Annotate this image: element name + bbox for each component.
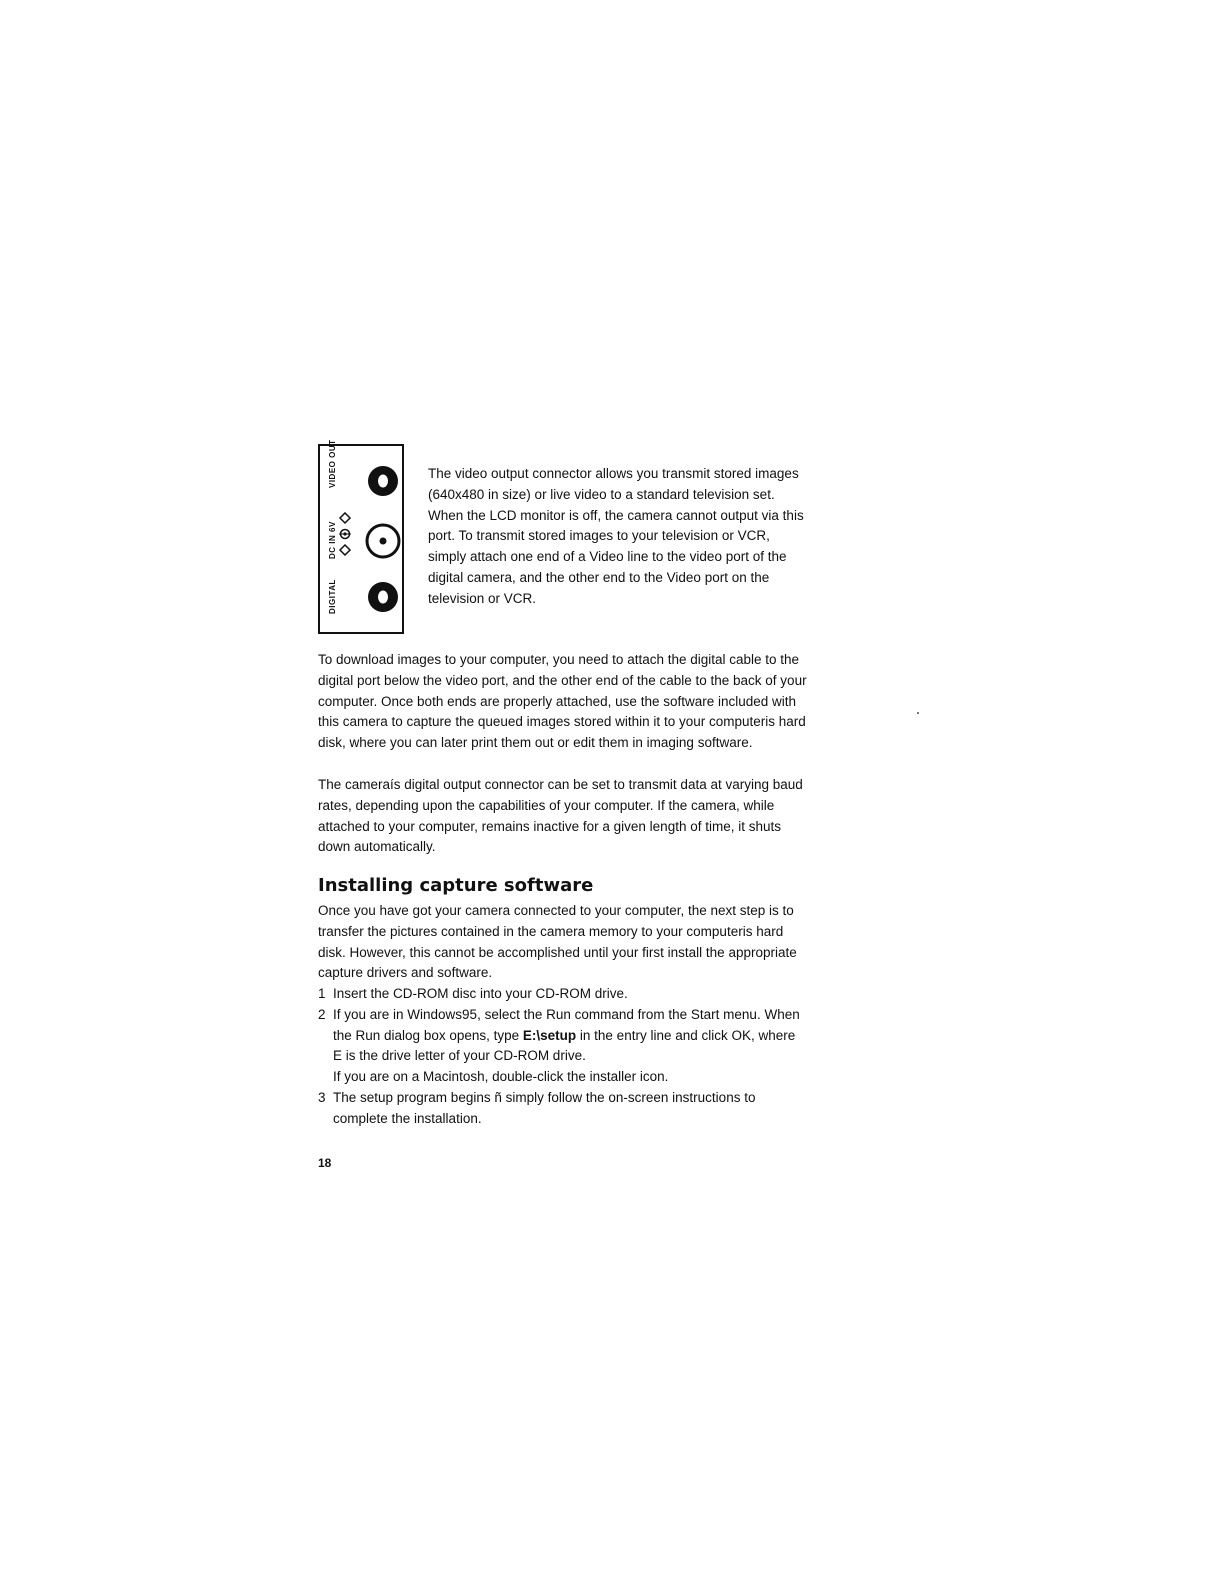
video-out-label: VIDEO OUT — [328, 439, 337, 488]
macintosh-note: If you are on a Macintosh, double-click the installer icon. — [333, 1069, 669, 1085]
step-text: If you are in Windows95, select the Run command from the Start menu. When the Run dialog box opens, type — [333, 1006, 800, 1043]
step-number: 2 — [318, 1006, 326, 1022]
digital-label: DIGITAL — [328, 579, 337, 614]
video-out-port-icon — [366, 464, 400, 498]
step-text: The setup program begins ñ simply follow the on-screen instructions to complete the installation. — [333, 1089, 756, 1126]
install-step-2 — [318, 1005, 808, 1088]
install-step-1 — [318, 984, 808, 1005]
baud-rate-paragraph: The cameraís digital output connector can be set to transmit data at varying baud rates, depending upon the capabilities of your computer. If the camera, while attached to your computer, remains inactive for a given length of time, it shuts down automatically. — [318, 777, 803, 855]
dc-in-label: DC IN 6V — [328, 521, 337, 559]
dc-in-port-icon — [364, 522, 402, 560]
setup-command: E:\setup — [522, 1027, 577, 1043]
dc-polarity-icon — [338, 512, 352, 556]
video-output-description: The video output connector allows you transmit stored images (640x480 in size) or live video to a standard television set. When the LCD monitor is off, the camera cannot output via this port. To transmit stored images to your television or VCR, simply attach one end of a Video line to the video port of the digital camera, and the other end to the Video port on the television or VCR. — [428, 466, 804, 606]
page-number: 18 — [318, 1156, 332, 1170]
step-text-continued: in the entry line and click OK, where E is the drive letter of your CD-ROM drive. — [333, 1027, 796, 1064]
connector-panel-illustration — [318, 439, 404, 634]
install-intro-paragraph: Once you have got your camera connected to your computer, the next step is to transfer the pictures contained in the camera memory to your computeris hard disk. However, this cannot be accomplished until your first install the appropriate capture drivers and software. — [318, 903, 797, 981]
step-text: Insert the CD-ROM disc into your CD-ROM drive. — [333, 986, 628, 1001]
section-heading: Installing capture software — [318, 875, 594, 896]
download-paragraph: To download images to your computer, you need to attach the digital cable to the digital port below the video port, and the other end of the cable to the back of your computer. Once both ends are properly attached, use the software included with this camera to capture the queued images stored within it to your computeris hard disk, where you can later print them out or edit them in imaging software. — [318, 652, 807, 751]
digital-port-icon — [366, 580, 400, 614]
install-steps-list — [318, 984, 808, 1130]
install-step-3 — [318, 1088, 808, 1130]
scan-speck — [917, 712, 919, 714]
step-number: 3 — [318, 1089, 326, 1105]
step-number: 1 — [318, 986, 326, 1001]
